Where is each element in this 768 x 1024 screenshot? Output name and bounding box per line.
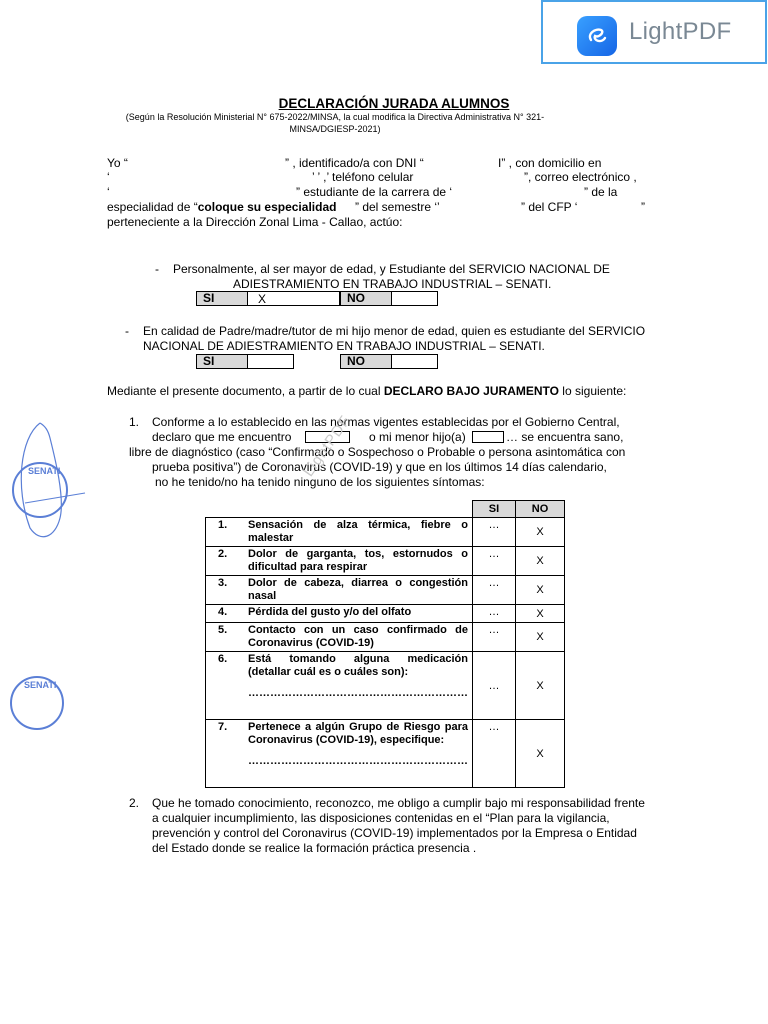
table-row: 5. Contacto con un caso confirmado de Coronavirus (COVID-19) … X bbox=[206, 623, 565, 652]
item1-line2b: o mi menor hijo(a) bbox=[369, 430, 466, 444]
option1-text1: Personalmente, al ser mayor de edad, y Estudiante del SERVICIO NACIONAL DE bbox=[173, 262, 610, 276]
specialty-placeholder: coloque su especialidad bbox=[197, 200, 337, 214]
item2-line2: a cualquier incumplimiento, las disposiciones contenidas en el “Plan para la vigilancia, bbox=[152, 811, 610, 825]
intro-line2b: ’ ’ ,’ teléfono celular bbox=[312, 170, 414, 184]
row1-si-cell[interactable]: … bbox=[473, 518, 516, 547]
intro-line2a: ‘ bbox=[107, 170, 110, 184]
intro-line4e: ” bbox=[641, 200, 645, 214]
option2-dash: - bbox=[125, 324, 129, 338]
option1-no-checkbox[interactable] bbox=[391, 291, 438, 306]
header-no: NO bbox=[516, 501, 565, 518]
table-row: 2. Dolor de garganta, tos, estornudos o dificultad para respirar … X bbox=[206, 547, 565, 576]
item2-line1: Que he tomado conocimiento, reconozco, me obligo a cumplir bajo mi responsabilidad frente bbox=[152, 796, 645, 810]
brand-name: LightPDF bbox=[629, 18, 732, 45]
row4-no-cell[interactable]: X bbox=[516, 605, 565, 623]
document-title: DECLARACIÓN JURADA ALUMNOS bbox=[278, 96, 510, 111]
option2-text1: En calidad de Padre/madre/tutor de mi hijo menor de edad, quien es estudiante del SERVICIO bbox=[143, 324, 646, 338]
item1-line2a: declaro que me encuentro bbox=[152, 430, 292, 444]
option1-si-checkbox[interactable]: X bbox=[247, 291, 340, 306]
option2-si-checkbox[interactable] bbox=[247, 354, 294, 369]
item1-line1: Conforme a lo establecido en las normas vigentes establecidas por el Gobierno Central, bbox=[152, 415, 620, 429]
intro-line4d: ” del CFP ‘ bbox=[521, 200, 578, 214]
option2-si-label-cell: SI bbox=[196, 354, 248, 369]
senati-seal-top: SENATI bbox=[12, 462, 68, 518]
intro-line5: perteneciente a la Dirección Zonal Lima - Callao, actúo: bbox=[107, 215, 403, 229]
row3-si-cell[interactable]: … bbox=[473, 576, 516, 605]
child-healthy-checkbox[interactable] bbox=[472, 431, 504, 443]
option2-text2: NACIONAL DE ADIESTRAMIENTO EN TRABAJO INDUSTRIAL – SENATI. bbox=[143, 339, 545, 353]
intro-line1c: I” , con domicilio en bbox=[498, 156, 602, 170]
table-row: 3. Dolor de cabeza, diarrea o congestión nasal … X bbox=[206, 576, 565, 605]
intro-line4 bbox=[107, 200, 336, 215]
item2-line4: del Estado donde se realice la formación práctica presencia . bbox=[152, 841, 477, 855]
row2-no-cell[interactable]: X bbox=[516, 547, 565, 576]
option1-dash: - bbox=[155, 262, 159, 276]
option1-si-label-cell: SI bbox=[196, 291, 248, 306]
option2-no-checkbox[interactable] bbox=[391, 354, 438, 369]
item2-number: 2. bbox=[129, 796, 140, 810]
declare-line: Mediante el presente documento, a partir de lo cual DECLARO BAJO JURAMENTO lo siguiente: bbox=[107, 384, 627, 398]
option1-no-label-cell: NO bbox=[340, 291, 392, 306]
header-si: SI bbox=[473, 501, 516, 518]
intro-line1a: Yo “ bbox=[107, 156, 128, 170]
lightpdf-logo-icon bbox=[577, 16, 617, 56]
table-row: 6. Está tomando alguna medicación (detallar cuál es o cuáles son): …………………………………………………… … X bbox=[206, 652, 565, 720]
risk-group-blank[interactable]: …………………………………………………… bbox=[248, 755, 468, 767]
senati-seal-bottom: SENATI bbox=[10, 676, 64, 730]
intro-line3a: ‘ bbox=[107, 185, 110, 199]
lightpdf-watermark: LightPDF bbox=[300, 412, 355, 480]
table-row: 1. Sensación de alza térmica, fiebre o malestar … X bbox=[206, 518, 565, 547]
intro-line3b: ” estudiante de la carrera de ‘ bbox=[296, 185, 453, 199]
item1-line4: prueba positiva”) de Coronavirus (COVID-19) y que en los últimos 14 días calendario, bbox=[152, 460, 607, 474]
signature-scribble bbox=[10, 418, 90, 548]
row5-si-cell[interactable]: … bbox=[473, 623, 516, 652]
row1-no-cell[interactable]: X bbox=[516, 518, 565, 547]
lightpdf-brand-box[interactable] bbox=[541, 0, 767, 64]
row3-no-cell[interactable]: X bbox=[516, 576, 565, 605]
item1-line2c: … se encuentra sano, bbox=[506, 430, 624, 444]
option2-no-label-cell: NO bbox=[340, 354, 392, 369]
table-header-row bbox=[206, 501, 565, 518]
intro-line1b: ” , identificado/a con DNI “ bbox=[285, 156, 424, 170]
row2-si-cell[interactable]: … bbox=[473, 547, 516, 576]
table-row: 4. Pérdida del gusto y/o del olfato … X bbox=[206, 605, 565, 623]
intro-line3c: ” de la bbox=[584, 185, 618, 199]
medication-blank[interactable]: …………………………………………………… bbox=[248, 687, 468, 699]
row7-no-cell[interactable]: X bbox=[516, 720, 565, 788]
declare-bold: DECLARO BAJO JURAMENTO bbox=[383, 384, 559, 398]
option1-text2: ADIESTRAMIENTO EN TRABAJO INDUSTRIAL – SENATI. bbox=[233, 277, 552, 291]
row7-si-cell[interactable]: … bbox=[473, 720, 516, 788]
item2-line3: prevención y control del Coronavirus (COVID-19) implementados por la Empresa o Entidad bbox=[152, 826, 637, 840]
intro-line2c: ”, correo electrónico , bbox=[524, 170, 637, 184]
intro-line4a: especialidad de “ bbox=[107, 200, 198, 214]
row4-si-cell[interactable]: … bbox=[473, 605, 516, 623]
table-row: 7. Pertenece a algún Grupo de Riesgo para Coronavirus (COVID-19), especifique: …………………………………………………… … X bbox=[206, 720, 565, 788]
symptoms-table bbox=[205, 500, 565, 788]
item1-line3: libre de diagnóstico (caso “Confirmado o Sospechoso o Probable o persona asintomática con bbox=[129, 445, 626, 459]
intro-line4c: ” del semestre ‘’ bbox=[355, 200, 440, 214]
row6-no-cell[interactable]: X bbox=[516, 652, 565, 720]
item1-line5: no he tenido/no ha tenido ninguno de los siguientes síntomas: bbox=[155, 475, 485, 489]
item1-number: 1. bbox=[129, 415, 140, 429]
document-subtitle: (Según la Resolución Ministerial N° 675-2022/MINSA, la cual modifica la Directiva Administrativa N° 321-MINSA/DGIESP-2021) bbox=[125, 112, 545, 134]
row5-no-cell[interactable]: X bbox=[516, 623, 565, 652]
row6-si-cell[interactable]: … bbox=[473, 652, 516, 720]
